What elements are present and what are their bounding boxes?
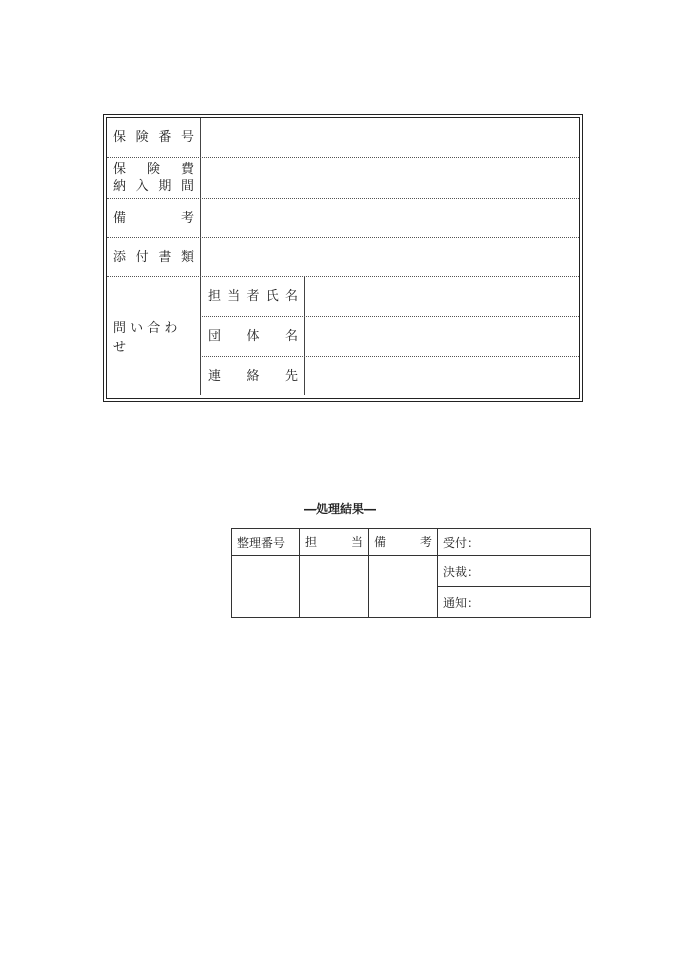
inquiry-label: 問 い 合 わ せ bbox=[107, 277, 201, 395]
header-char: 考 bbox=[419, 534, 432, 549]
insurance-number-row bbox=[107, 118, 579, 158]
label-char: 考 bbox=[180, 210, 194, 226]
label-char: 保 bbox=[113, 130, 127, 145]
label-char: 入 bbox=[135, 179, 149, 194]
label-char: 先 bbox=[284, 368, 298, 384]
remarks-row bbox=[107, 199, 579, 238]
label-char: 付 bbox=[135, 249, 149, 265]
label-char: 当 bbox=[227, 289, 241, 304]
label-char: 氏 bbox=[265, 289, 279, 304]
contact-field[interactable] bbox=[306, 357, 579, 395]
contact-person-label bbox=[202, 277, 305, 316]
label-char: 名 bbox=[284, 289, 298, 304]
label-char: 絡 bbox=[246, 368, 260, 384]
label-char: 名 bbox=[284, 329, 298, 344]
label-char: 険 bbox=[135, 130, 149, 145]
contact-person-field[interactable] bbox=[306, 277, 579, 316]
header-char: 備 bbox=[374, 534, 387, 549]
label-char: 間 bbox=[180, 179, 194, 194]
header-char: 当 bbox=[350, 534, 363, 549]
label-char: 番 bbox=[158, 130, 172, 145]
label-char: 類 bbox=[180, 249, 194, 265]
insurance-number-field[interactable] bbox=[202, 118, 579, 157]
contact-row bbox=[202, 357, 579, 395]
label-char: 期 bbox=[158, 179, 172, 194]
attachments-field[interactable] bbox=[202, 238, 579, 276]
remarks-cell[interactable] bbox=[369, 556, 438, 618]
remarks-header bbox=[369, 529, 438, 556]
result-title: ―処理結果― bbox=[303, 502, 376, 516]
label-char: 備 bbox=[113, 210, 127, 226]
insurance-number-label bbox=[107, 118, 201, 157]
staff-header bbox=[300, 529, 369, 556]
label-char: 号 bbox=[180, 130, 194, 145]
premium-period-field[interactable] bbox=[202, 158, 579, 198]
label-char: 保 bbox=[113, 162, 127, 177]
attachments-label bbox=[107, 238, 201, 276]
attachments-row bbox=[107, 238, 579, 277]
label-char: 添 bbox=[113, 249, 127, 265]
remarks-label bbox=[107, 199, 201, 237]
contact-label bbox=[202, 357, 305, 395]
notice-cell[interactable]: 通知： bbox=[438, 587, 591, 618]
organization-row bbox=[202, 317, 579, 357]
label-char: 担 bbox=[208, 289, 222, 304]
application-form bbox=[103, 114, 583, 402]
label-char: 者 bbox=[246, 289, 260, 304]
result-table bbox=[231, 528, 591, 618]
label-char: 団 bbox=[208, 329, 222, 344]
label-char: 費 bbox=[180, 162, 194, 177]
premium-period-row bbox=[107, 158, 579, 199]
approval-cell[interactable]: 決裁： bbox=[438, 556, 591, 587]
header-char: 担 bbox=[305, 534, 318, 549]
organization-field[interactable] bbox=[306, 317, 579, 356]
ref-no-cell[interactable] bbox=[232, 556, 300, 618]
contact-person-row bbox=[202, 277, 579, 317]
premium-period-label bbox=[107, 158, 201, 198]
label-char: 連 bbox=[208, 368, 222, 384]
ref-no-header: 整理番号 bbox=[232, 529, 300, 556]
receipt-cell[interactable]: 受付： bbox=[438, 529, 591, 556]
label-char: 書 bbox=[158, 249, 172, 265]
remarks-field[interactable] bbox=[202, 199, 579, 237]
label-char: 納 bbox=[113, 179, 127, 194]
organization-label bbox=[202, 317, 305, 356]
label-char: 険 bbox=[146, 162, 160, 177]
label-char: 体 bbox=[246, 329, 260, 344]
staff-cell[interactable] bbox=[300, 556, 369, 618]
form-inner-frame bbox=[106, 117, 580, 399]
